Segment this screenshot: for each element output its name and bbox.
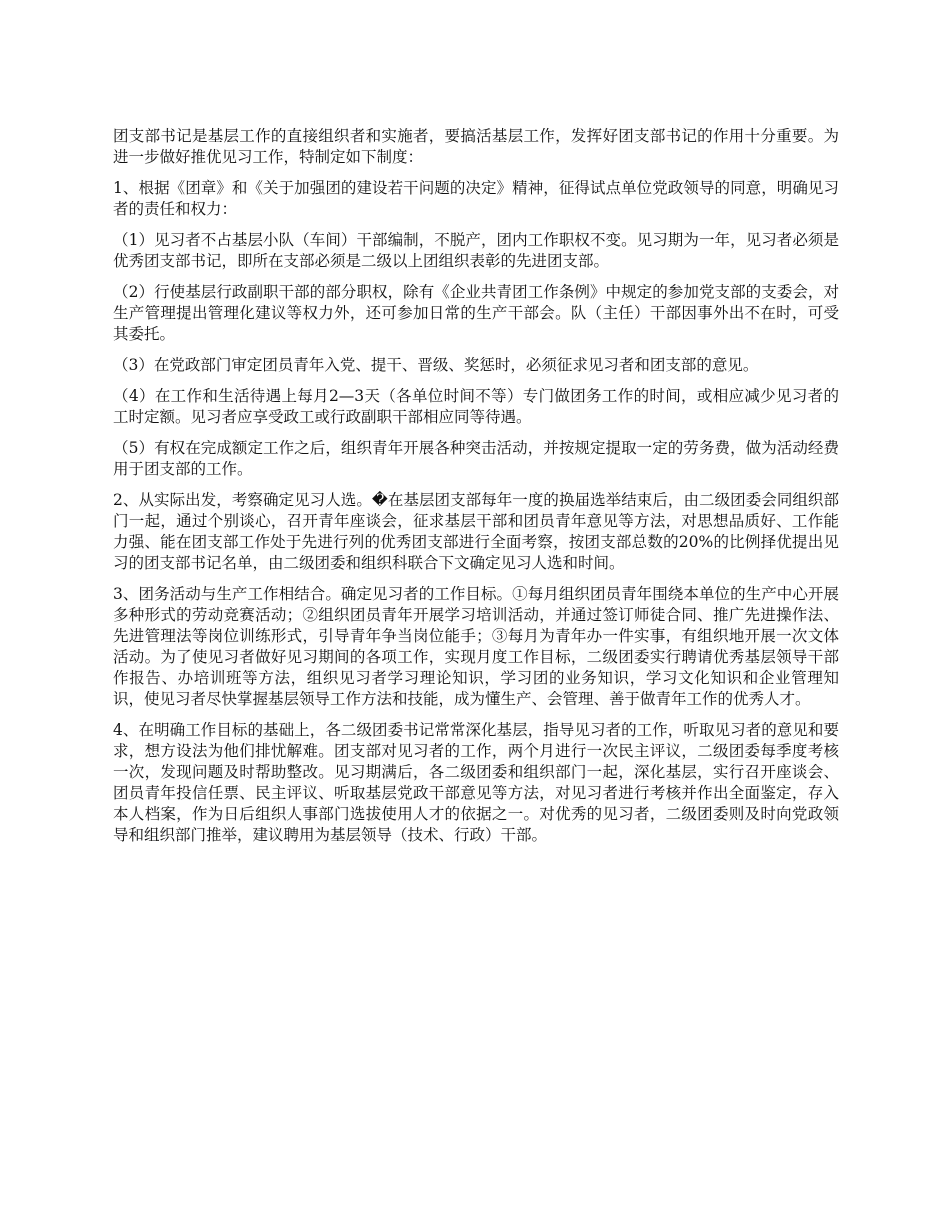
item-5-paragraph: （5）有权在完成额定工作之后，组织青年开展各种突击活动，并按规定提取一定的劳务费，做为活动经费用于团支部的工作。 [113,439,839,478]
item-1-paragraph: （1）见习者不占基层小队（车间）干部编制，不脱产，团内工作职权不变。见习期为一年，见习者必须是优秀团支部书记，即所在支部必须是二级以上团组织表彰的先进团支部。 [113,231,839,270]
item-4-paragraph: （4）在工作和生活待遇上每月2—3天（各单位时间不等）专门做团务工作的时间，或相应减少见习者的工时定额。见习者应享受政工或行政副职干部相应同等待遇。 [113,387,839,426]
document-body [113,126,839,856]
section-4-paragraph: 4、在明确工作目标的基础上，各二级团委书记常常深化基层，指导见习者的工作，听取见习者的意见和要求，想方设法为他们排忧解难。团支部对见习者的工作，两个月进行一次民主评议，二级团委每季度考核一次，发现问题及时帮助整改。见习期满后，各二级团委和组织部门一起，深化基层，实行召开座谈会、团员青年投信任票、民主评议、听取基层党政干部意见等方法，对见习者进行考核并作出全面鉴定，存入本人档案，作为日后组织人事部门选拔使用人才的依据之一。对优秀的见习者，二级团委则及时向党政领导和组织部门推举，建议聘用为基层领导（技术、行政）干部。 [113,721,839,844]
section-3-paragraph: 3、团务活动与生产工作相结合。确定见习者的工作目标。①每月组织团员青年围绕本单位的生产中心开展多种形式的劳动竞赛活动；②组织团员青年开展学习培训活动，并通过签订师徒合同、推广先进操作法、先进管理法等岗位训练形式，引导青年争当岗位能手；③每月为青年办一件实事，有组织地开展一次文体活动。为了使见习者做好见习期间的各项工作，实现月度工作目标，二级团委实行聘请优秀基层领导干部作报告、办培训班等方法，组织见习者学习理论知识，学习团的业务知识，学习文化知识和企业管理知识，使见习者尽快掌握基层领导工作方法和技能，成为懂生产、会管理、善于做青年工作的优秀人才。 [113,585,839,708]
item-3-paragraph: （3）在党政部门审定团员青年入党、提干、晋级、奖惩时，必须征求见习者和团支部的意见。 [113,356,759,374]
intro-paragraph: 团支部书记是基层工作的直接组织者和实施者，要搞活基层工作，发挥好团支部书记的作用十分重要。为进一步做好推优见习工作，特制定如下制度： [113,127,839,166]
section-2-paragraph: 2、从实际出发，考察确定见习人选。�在基层团支部每年一度的换届选举结束后，由二级团委会同组织部门一起，通过个别谈心，召开青年座谈会，征求基层干部和团员青年意见等方法，对思想品质好、工作能力强、能在团支部工作处于先进行列的优秀团支部进行全面考察，按团支部总数的20%的比例择优提出见习的团支部书记名单，由二级团委和组织科联合下文确定见习人选和时间。 [113,491,839,572]
item-2-paragraph: （2）行使基层行政副职干部的部分职权，除有《企业共青团工作条例》中规定的参加党支部的支委会，对生产管理提出管理化建议等权力外，还可参加日常的生产干部会。队（主任）干部因事外出不在时，可受其委托。 [113,283,839,343]
section-1-paragraph: 1、根据《团章》和《关于加强团的建设若干问题的决定》精神，征得试点单位党政领导的同意，明确见习者的责任和权力： [113,179,839,218]
